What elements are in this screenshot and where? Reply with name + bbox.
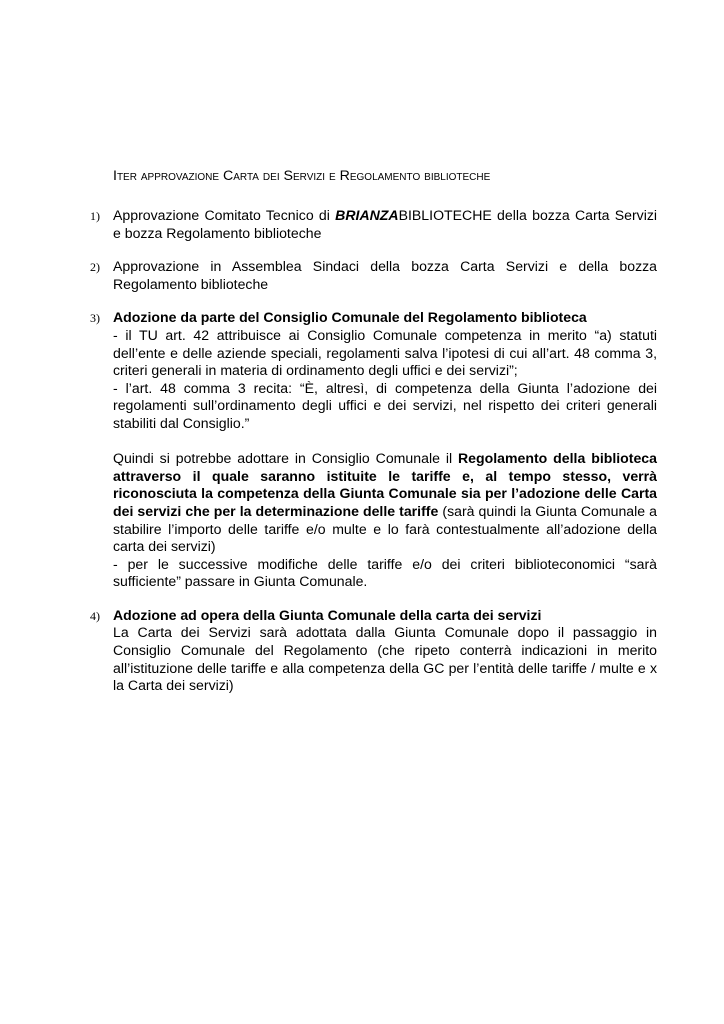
item-heading: Adozione da parte del Consiglio Comunale del Regolamento biblioteca — [113, 309, 587, 326]
list-item-number: 1) — [90, 209, 100, 223]
item-paragraph: - l’art. 48 comma 3 recita: “È, altresì, di competenza della Giunta l’adozione dei regolamenti sull’ordinamento degli uffici e dei servizi, nel rispetto dei criteri generali stabiliti dal Consiglio.” — [113, 379, 657, 431]
item-paragraph: - per le successive modifiche delle tariffe e/o dei criteri biblioteconomici “sarà sufficiente” passare in Giunta Comunale. — [113, 555, 657, 590]
paragraph-intro: Quindi si potrebbe adottare in Consiglio Comunale il — [113, 450, 458, 467]
item-paragraph: La Carta dei Servizi sarà adottata dalla Giunta Comunale dopo il passaggio in Consiglio Comunale del Regolamento (che ripeto conterrà indicazioni in merito all’istituzione delle tariffe e alla competenza della GC per l’entità delle tariffe / multe e x la Carta dei servizi) — [113, 624, 657, 694]
list-item-number: 3) — [90, 311, 100, 326]
list-item — [86, 258, 657, 293]
document-title: Iter approvazione Carta dei Servizi e Regolamento biblioteche — [113, 168, 491, 184]
paragraph-bold-text: Regolamento della biblioteca attraverso il quale saranno istituite le tariffe e, al tempo stesso, verrà riconosciuta la competenza della Giunta Comunale sia per l’adozione delle Carta dei servizi che per la determinazione delle tariffe — [113, 450, 657, 519]
item-heading: Adozione ad opera della Giunta Comunale della carta dei servizi — [113, 606, 542, 623]
list-item — [86, 607, 657, 695]
paragraph-spacer — [113, 433, 657, 451]
list-item — [86, 207, 657, 242]
item-paragraph — [113, 450, 657, 556]
item-text-after: BIBLIOTECHE della bozza Carta Servizi e bozza Regolamento biblioteche — [113, 207, 658, 241]
list-item-number: 4) — [90, 608, 100, 623]
paragraph-end: (sarà quindi la Giunta Comunale a stabilire l’importo delle tariffe e/o multe e lo farà contestualmente all’adozione della carta dei servizi) — [113, 502, 657, 555]
approval-steps-list — [86, 207, 657, 711]
brand-name: BRIANZA — [335, 207, 399, 223]
item-paragraph: - il TU art. 42 attribuisce ai Consiglio Comunale competenza in merito “a) statuti dell’ente e delle aziende speciali, regolamenti salva l’ipotesi di cui all’art. 48 comma 3, criteri generali in materia di ordinamento degli uffici e dei servizi”; — [113, 326, 657, 379]
list-item — [86, 309, 657, 591]
list-item-text: Approvazione in Assemblea Sindaci della bozza Carta Servizi e della bozza Regolamento biblioteche — [113, 258, 657, 292]
list-item-number: 2) — [90, 260, 100, 275]
list-item-text — [113, 207, 657, 242]
item-text-before: Approvazione Comitato Tecnico di — [113, 207, 336, 223]
